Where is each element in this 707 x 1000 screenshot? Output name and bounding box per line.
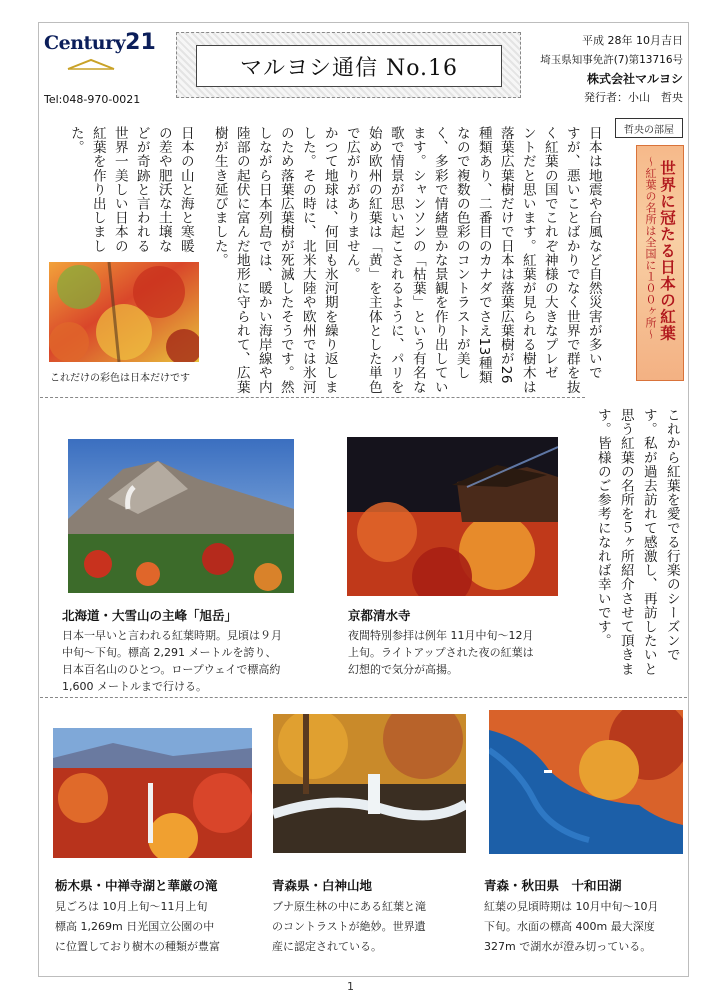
intro-line: す。私が過去訪れて感激し、再訪したいと [640, 408, 657, 676]
column-line: 陸部の起伏に富んだ地形に守られて、広葉 [233, 126, 250, 394]
chuzenji-photo [53, 728, 252, 858]
desc-line: 幻想的で気分が高揚。 [348, 663, 458, 676]
desc-line: に位置しており樹木の種類が豊富 [55, 940, 220, 953]
column-line: どが奇跡と言われる [133, 126, 150, 253]
desc-line: 夜間特別参拝は例年 11月中旬〜12月 [348, 629, 534, 642]
publisher: 発行者：小山 哲央 [584, 91, 683, 104]
column-line: した。その時に、北米大陸や欧州では氷河 [299, 126, 316, 394]
spot-description [62, 627, 282, 695]
autumn-leaves-photo [49, 262, 199, 362]
column-line: かつて地球は、何回も氷河期を繰り返しま [321, 126, 338, 394]
desc-line: のコントラストが絶妙。世界遺 [272, 920, 426, 933]
column-line: ます。シャンソンの「枯葉」という有名な [409, 126, 426, 394]
company-name: 株式会社マルヨシ [586, 72, 683, 86]
column-line: 樹が生き延びました。 [211, 126, 228, 267]
page-number: 1 [347, 980, 354, 993]
spot-description [348, 627, 534, 678]
column-line: た。 [67, 126, 84, 155]
column-tag: 哲央の部屋 [615, 118, 683, 138]
photo-caption: これだけの彩色は日本だけです [50, 373, 190, 384]
column-line: 落葉広葉樹だけで日本は落葉広葉樹が26 [497, 126, 514, 384]
desc-line: 日本百名山のひとつ。ロープウェイで標高約 [62, 663, 281, 676]
column-line: なので複数の色彩のコントラストが美し [453, 126, 470, 380]
asahidake-photo [68, 439, 294, 593]
column-title: 世界に冠たる日本の紅葉 [658, 160, 676, 342]
kiyomizu-photo [347, 437, 558, 596]
column-line: ントだと思います。紅葉が見られる樹木は [519, 126, 536, 394]
intro-line: す。皆様のご参考になれば幸いです。 [594, 408, 611, 648]
section-divider [40, 397, 585, 398]
column-line: く、多彩で情緒豊かな景観を作り出してい [431, 126, 448, 394]
desc-line: 産に認定されている。 [272, 940, 382, 953]
desc-line: 中旬〜下旬。標高 2,291 メートルを誇り、 [62, 646, 277, 659]
house-roof-icon [66, 58, 116, 70]
spot-description [484, 897, 659, 957]
desc-line: 紅葉の見頃時期は 10月中旬〜10月 [484, 900, 659, 913]
desc-line: 上旬。ライトアップされた夜の紅葉は [348, 646, 534, 659]
spot-title: 京都清水寺 [348, 608, 411, 623]
desc-line: 日本一早いと言われる紅葉時期。見頃は９月 [62, 629, 282, 642]
column-line: 日本は地震や台風など自然災害が多いで [585, 126, 602, 380]
column-line: 紅葉を作り出しまし [89, 126, 106, 253]
desc-line: 下旬。水面の標高 400m 最大深度 [484, 920, 655, 933]
intro-line: 思う紅葉の名所を５ヶ所紹介させて頂きま [617, 408, 634, 676]
column-line: の差や肥沃な土壌な [155, 126, 172, 253]
spot-description [55, 897, 220, 957]
desc-line: 1,600 メートルまで行ける。 [62, 680, 207, 693]
column-line: のため落葉広葉樹が死滅したそうです。然 [277, 126, 294, 394]
column-subtitle: 〜紅葉の名所は全国に１００ヶ所〜 [644, 156, 657, 340]
newsletter-title: マルヨシ通信 No.16 [196, 45, 502, 87]
spot-title: 青森・秋田県 十和田湖 [484, 878, 622, 893]
century21-logo [44, 30, 156, 80]
phone-number: Tel:048-970-0021 [44, 93, 141, 106]
spot-description [272, 897, 426, 957]
issue-date: 平成 28年 10月吉日 [582, 34, 683, 47]
spot-title: 北海道・大雪山の主峰「旭岳」 [62, 608, 238, 623]
desc-line: ブナ原生林の中にある紅葉と滝 [272, 900, 426, 913]
column-line: 日本の山と海と寒暖 [177, 126, 194, 253]
shirakami-photo [273, 714, 466, 853]
column-line: 世界一美しい日本の [111, 126, 128, 253]
column-line: すが、悪いことばかりでなく世界で群を抜 [563, 126, 580, 394]
logo-number: 21 [125, 30, 156, 55]
logo-text: Century [44, 32, 126, 54]
column-line: しながら日本列島では、暖かい海岸線や内 [255, 126, 272, 394]
spot-title: 青森県・白神山地 [272, 878, 373, 893]
column-line: 始め欧州の紅葉は「黄」を主体とした単色 [365, 126, 382, 394]
column-title-box [636, 145, 684, 381]
section-divider [40, 697, 687, 698]
column-line: で広がりがありません。 [343, 126, 360, 282]
column-line: 種類あり、二番目のカナダでさえ13種類 [475, 126, 492, 384]
intro-line: これから紅葉を愛でる行楽のシーズンで [663, 408, 680, 662]
column-line: く紅葉の国でこれぞ神様の大きなプレゼ [541, 126, 558, 380]
spot-title: 栃木県・中禅寺湖と華厳の滝 [55, 878, 218, 893]
license-number: 埼玉県知事免許(7)第13716号 [540, 54, 683, 66]
desc-line: 標高 1,269m 日光国立公園の中 [55, 920, 215, 933]
towada-photo [489, 710, 683, 854]
column-line: 歌で情景が思い起こされるように、パリを [387, 126, 404, 394]
desc-line: 327m で湖水が澄み切っている。 [484, 940, 652, 953]
desc-line: 見ごろは 10月上旬〜11月上旬 [55, 900, 208, 913]
